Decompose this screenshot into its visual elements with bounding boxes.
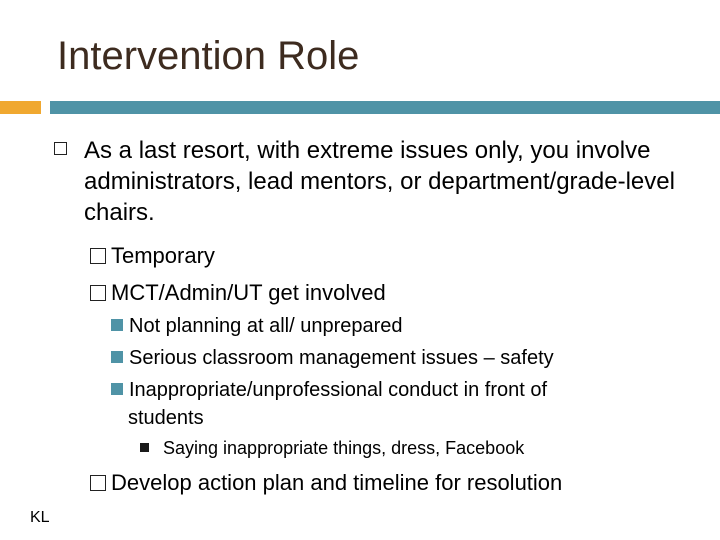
list-item: Serious classroom management issues – safety (111, 347, 554, 370)
square-bullet-icon (140, 443, 149, 452)
sub-bullet-develop-plan: Develop action plan and timeline for resolution (90, 470, 562, 496)
footer-initials: KL (30, 509, 50, 526)
list-item: Not planning at all/ unprepared (111, 315, 403, 338)
square-bullet-icon (111, 383, 123, 395)
list-item: Inappropriate/unprofessional conduct in front of (111, 379, 547, 402)
sub-bullet-temporary: Temporary (90, 243, 215, 269)
list-item-continuation: students (128, 407, 204, 429)
checkbox-bullet-icon (90, 248, 106, 264)
list-item: Saying inappropriate things, dress, Facebook (140, 438, 524, 459)
checkbox-bullet-icon (90, 285, 106, 301)
main-bullet-text: As a last resort, with extreme issues only, you involve administrators, lead mentors, or department/grade-level chairs. (84, 137, 675, 226)
square-bullet-icon (111, 319, 123, 331)
orange-accent-bar (0, 101, 41, 114)
sub-bullet-involved: MCT/Admin/UT get involved (90, 280, 386, 306)
checkbox-bullet-icon (90, 475, 106, 491)
square-bullet-icon (111, 351, 123, 363)
square-bullet-icon (54, 142, 67, 155)
slide-title: Intervention Role (57, 34, 360, 78)
blue-accent-bar (50, 101, 720, 114)
